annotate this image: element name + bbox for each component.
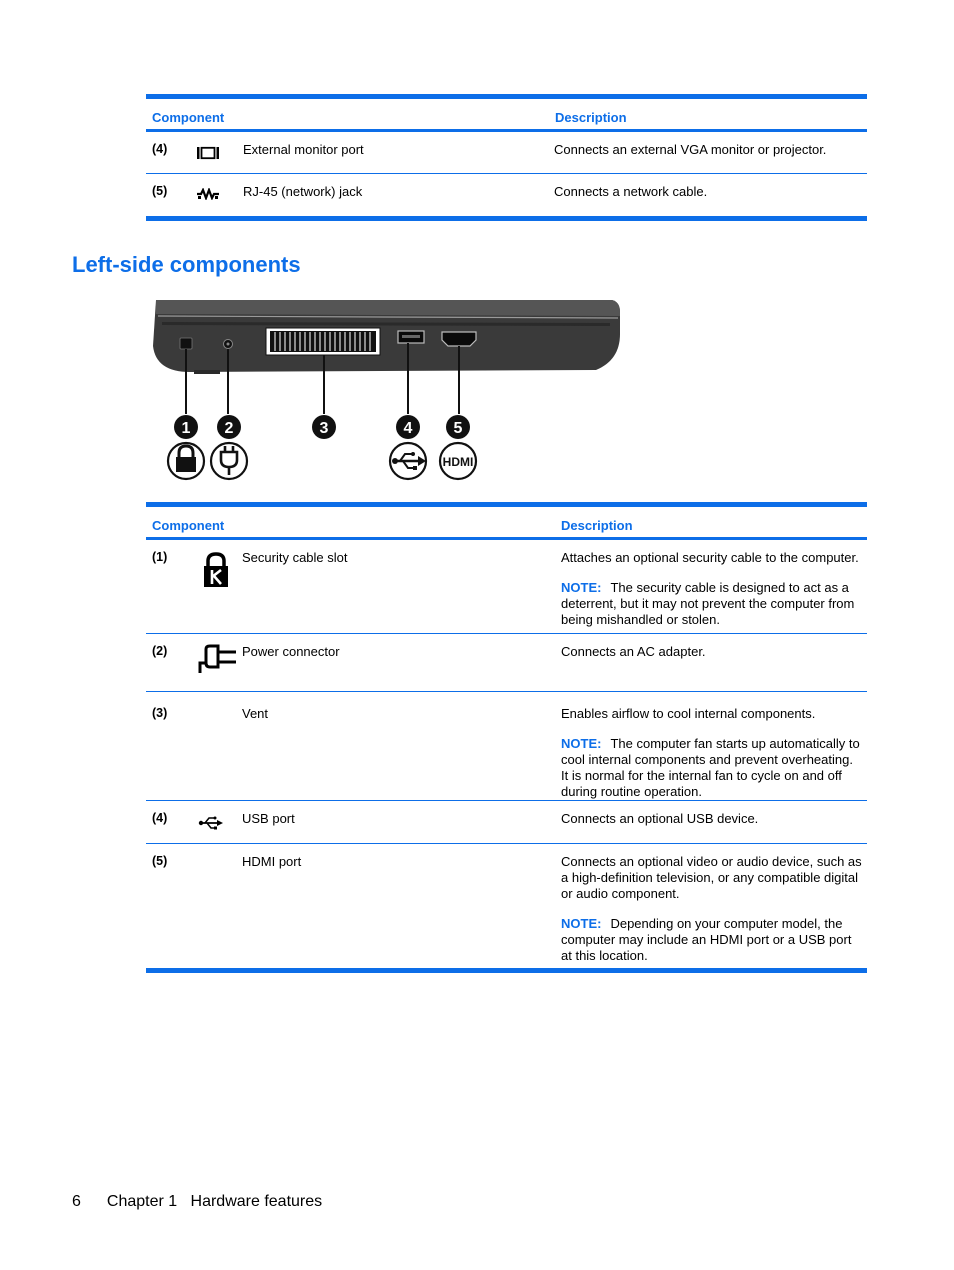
components-table-continued <box>146 94 867 221</box>
component-description: Connects an optional video or audio device, such as a high-definition television, or any compatible digital or audio component. NOTE: Depending on your computer model, the computer may include an HDMI port or a USB port at this location. <box>561 854 862 963</box>
component-description: Connects a network cable. <box>554 184 708 199</box>
table-row <box>146 844 867 968</box>
component-name: Vent <box>242 706 269 721</box>
note-label: NOTE: <box>561 736 602 751</box>
table-row <box>146 801 867 844</box>
component-description: Attaches an optional security cable to the computer. NOTE: The security cable is designed to act as a deterrent, but it may not prevent the computer from being mishandled or stolen. <box>561 550 859 627</box>
power-connector-icon <box>198 643 238 675</box>
network-jack-icon <box>196 188 220 200</box>
svg-text:5: 5 <box>453 420 463 437</box>
row-number: (4) <box>152 142 168 156</box>
row-number: (1) <box>152 550 168 564</box>
row-number: (4) <box>152 811 168 825</box>
component-description: Enables airflow to cool internal components. NOTE: The computer fan starts up automatically to cool internal components and prevent overheating. It is normal for the internal fan to cycle on and off during routine operation. <box>561 706 860 799</box>
component-name: HDMI port <box>242 854 302 869</box>
lock-icon <box>168 443 204 479</box>
svg-text:3: 3 <box>319 420 329 437</box>
left-side-components-table <box>146 502 867 973</box>
row-number: (3) <box>152 706 168 720</box>
usb-icon <box>198 816 224 830</box>
svg-text:2: 2 <box>224 420 234 437</box>
table-header <box>146 507 867 540</box>
svg-text:4: 4 <box>403 420 413 437</box>
usb-icon <box>390 443 426 479</box>
security-lock-icon <box>203 552 229 588</box>
note-text: The computer fan starts up automatically to cool internal components and prevent overheating. It is normal for the internal fan to cycle on and off during routine operation. <box>561 736 860 799</box>
left-side-illustration <box>150 296 630 486</box>
column-header-component: Component <box>152 110 225 125</box>
component-name: RJ-45 (network) jack <box>243 184 363 199</box>
column-header-component: Component <box>152 518 225 533</box>
page-number: 6 <box>72 1193 81 1210</box>
column-header-description: Description <box>561 518 633 533</box>
component-description: Connects an external VGA monitor or projector. <box>554 142 827 157</box>
chapter-title: Hardware features <box>190 1193 323 1210</box>
note-label: NOTE: <box>561 916 602 931</box>
callout-5 <box>446 415 470 439</box>
callout-1 <box>174 415 198 439</box>
page-footer <box>72 1193 322 1211</box>
column-header-description: Description <box>555 110 627 125</box>
svg-text:HDMI: HDMI <box>442 455 474 469</box>
table-row <box>146 692 867 801</box>
row-number: (2) <box>152 644 168 658</box>
callout-4 <box>396 415 420 439</box>
external-monitor-icon <box>196 146 220 160</box>
note-text: The security cable is designed to act as a deterrent, but it may not prevent the computer from being mishandled or stolen. <box>561 580 855 627</box>
note-text: Depending on your computer model, the computer may include an HDMI port or a USB port at this location. <box>561 916 852 963</box>
component-description: Connects an optional USB device. <box>561 811 759 826</box>
table-row <box>146 132 867 174</box>
table-row <box>146 174 867 216</box>
component-description: Connects an AC adapter. <box>561 644 706 659</box>
component-name: Security cable slot <box>242 550 348 565</box>
row-number: (5) <box>152 184 168 198</box>
svg-text:1: 1 <box>181 420 191 437</box>
component-name: USB port <box>242 811 295 826</box>
table-row <box>146 634 867 692</box>
component-name: External monitor port <box>243 142 364 157</box>
table-row <box>146 540 867 634</box>
section-title: Left-side components <box>72 252 301 277</box>
power-plug-icon <box>211 443 247 479</box>
note-label: NOTE: <box>561 580 602 595</box>
row-number: (5) <box>152 854 168 868</box>
hdmi-icon <box>440 443 476 479</box>
callout-3 <box>312 415 336 439</box>
table-header <box>146 99 867 132</box>
callout-2 <box>217 415 241 439</box>
chapter-label: Chapter 1 <box>106 1193 178 1210</box>
component-name: Power connector <box>242 644 340 659</box>
